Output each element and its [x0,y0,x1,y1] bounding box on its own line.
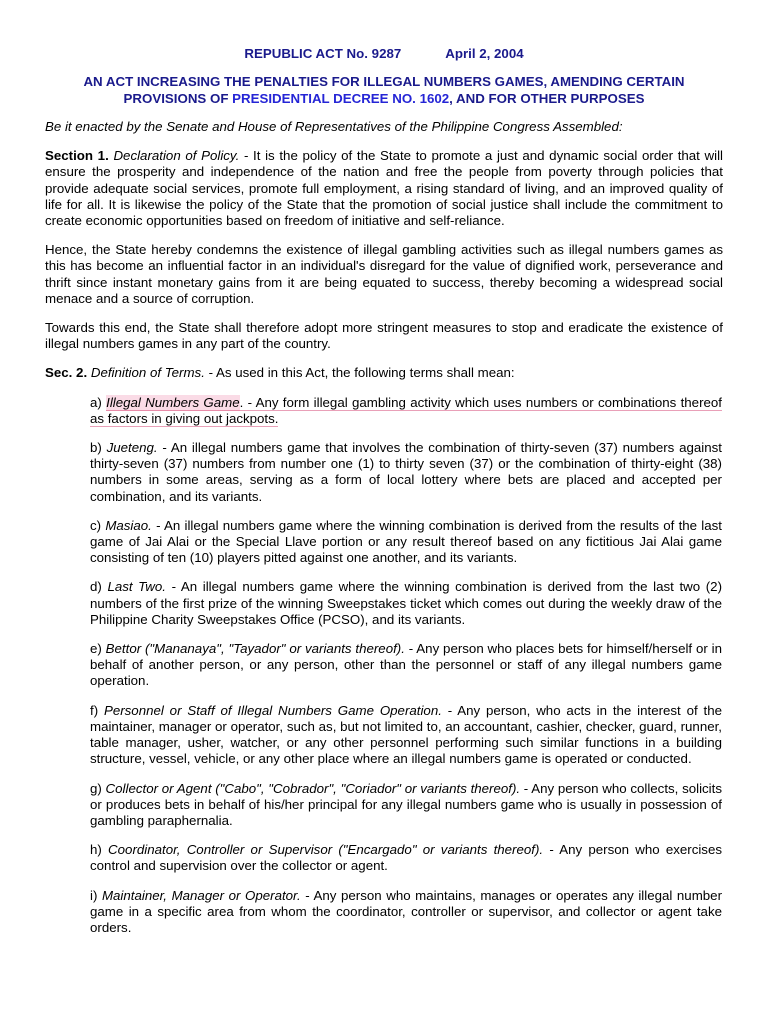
definition-d-letter: d) [90,579,108,595]
section-1-label: Section 1. [45,148,109,164]
paragraph-towards: Towards this end, the State shall therefore adopt more stringent measures to stop and eradicate the existence of illegal numbers games in any part of the country. [45,320,723,352]
act-date: April 2, 2004 [445,46,524,61]
definition-c-term: Masiao. [105,517,152,533]
definition-g-term: Collector or Agent ("Cabo", "Cobrador", "Coriador" or variants thereof). [105,780,521,796]
section-1-text: - It is the policy of the State to promote a just and dynamic social order that will ensure the prosperity and independence of the nation and free the people from poverty through policies that provide adequate social services, promote full employment, a rising standard of living, and an improved quality of life for all. It is likewise the policy of the State that the promotion of social justice shall include the commitment to create economic opportunities based on freedom of initiative and self-reliance. [45,148,723,229]
definition-f-letter: f) [90,702,104,718]
definition-i-text: - Any person who maintains, manages or operates any illegal number game in a specific area from whom the coordinator, controller or supervisor, and collector or agent take orders. [90,887,722,935]
definition-g-text: - Any person who collects, solicits or produces bets in behalf of his/her principal for any illegal numbers game who is usually in possession of gambling paraphernalia. [90,780,722,828]
definition-h-term: Coordinator, Controller or Supervisor ("Encargado" or variants thereof). [108,842,544,858]
paragraph-hence: Hence, the State hereby condemns the existence of illegal gambling activities such as illegal numbers games as this has become an influential factor in an individual's disregard for the value of dignified work, perseverance and thrift since instant monetary gains from it are being equated to success, thereby becoming a widespread social menace and a source of corruption. [45,242,723,306]
title-part1: AN ACT INCREASING THE PENALTIES FOR ILLEGAL NUMBERS GAMES, AMENDING CERTAIN PROVISIONS OF [83,74,685,106]
definition-i-term: Maintainer, Manager or Operator. [101,887,301,903]
section-1-heading: Declaration of Policy. [113,148,240,164]
definition-e-term: Bettor ("Mananaya", "Tayador" or variants thereof). [105,641,405,657]
enacting-clause: Be it enacted by the Senate and House of Representatives of the Philippine Congress Assembled: [45,119,623,134]
definition-d-text: - An illegal numbers game where the winning combination is derived from the last two (2) numbers of the first prize of the winning Sweepstakes ticket which comes out during the weekly draw of the Philippine Charity Sweepstakes Office (PCSO), and its variants. [90,579,722,627]
definition-d-term: Last Two. [107,579,166,595]
section-2-label: Sec. 2. [45,365,88,381]
definition-e-text: - Any person who places bets for himself/herself or in behalf of another person, or any person, other than the personnel or staff of any illegal numbers game operation. [90,641,722,689]
definition-a-term-highlight[interactable]: Illegal Numbers Game [106,394,240,410]
definition-e [90,641,722,690]
section-2 [45,365,723,381]
definition-h-text: - Any person who exercises control and supervision over the collector or agent. [90,842,723,874]
definition-c-text: - An illegal numbers game where the winning combination is derived from the results of the last game of Jai Alai or the Special Llave portion or any result thereof based on any fictitious Jai Alai game consisting of ten (10) players pitted against one another, and its variants. [90,517,722,566]
definition-b-text: - An illegal numbers game that involves the combination of thirty-seven (37) numbers against thirty-seven (37) numbers from number one (1) to thirty seven (37) or the combination of thirty-eight (38) numbers in some areas, serving as a form of local lottery where bets are placed and accepted per combination, and its variants. [90,440,722,504]
section-1 [45,148,723,229]
definition-b-letter: b) [90,440,107,456]
section-2-heading: Definition of Terms. [90,365,205,381]
presidential-decree-link[interactable]: PRESIDENTIAL DECREE NO. 1602 [232,90,450,106]
definition-b [90,440,722,505]
definition-a-text: . - Any form illegal gambling activity which uses numbers or combinations thereof as factors in giving out jackpots. [90,394,722,426]
definition-d [90,579,722,628]
definition-i [90,888,722,937]
definition-g-letter: g) [90,780,106,796]
definition-f [90,703,722,768]
definition-i-letter: i) [90,887,102,903]
definition-f-text: - Any person, who acts in the interest of the maintainer, manager or operator, such as, but not limited to, an accountant, cashier, checker, guard, runner, table manager, usher, watcher, or any other personnel performing such similar functions in a building structure, vessel, vehicle, or any other place where an illegal numbers game is operated or conducted. [90,702,722,767]
definition-h-letter: h) [90,842,109,858]
definition-b-term: Jueteng. [106,440,158,456]
definition-a-letter: a) [90,394,107,410]
definition-a [90,395,722,427]
act-number: REPUBLIC ACT No. 9287 [244,46,402,61]
act-header [45,46,723,62]
definition-c [90,518,722,567]
definition-g [90,781,722,830]
definition-h [90,842,722,874]
act-title [45,74,723,107]
section-2-text: - As used in this Act, the following terms shall mean: [204,365,515,381]
definition-c-letter: c) [90,517,106,533]
definition-e-letter: e) [90,641,106,657]
title-part2: , AND FOR OTHER PURPOSES [449,90,645,106]
definition-f-term: Personnel or Staff of Illegal Numbers Game Operation. [103,702,442,718]
